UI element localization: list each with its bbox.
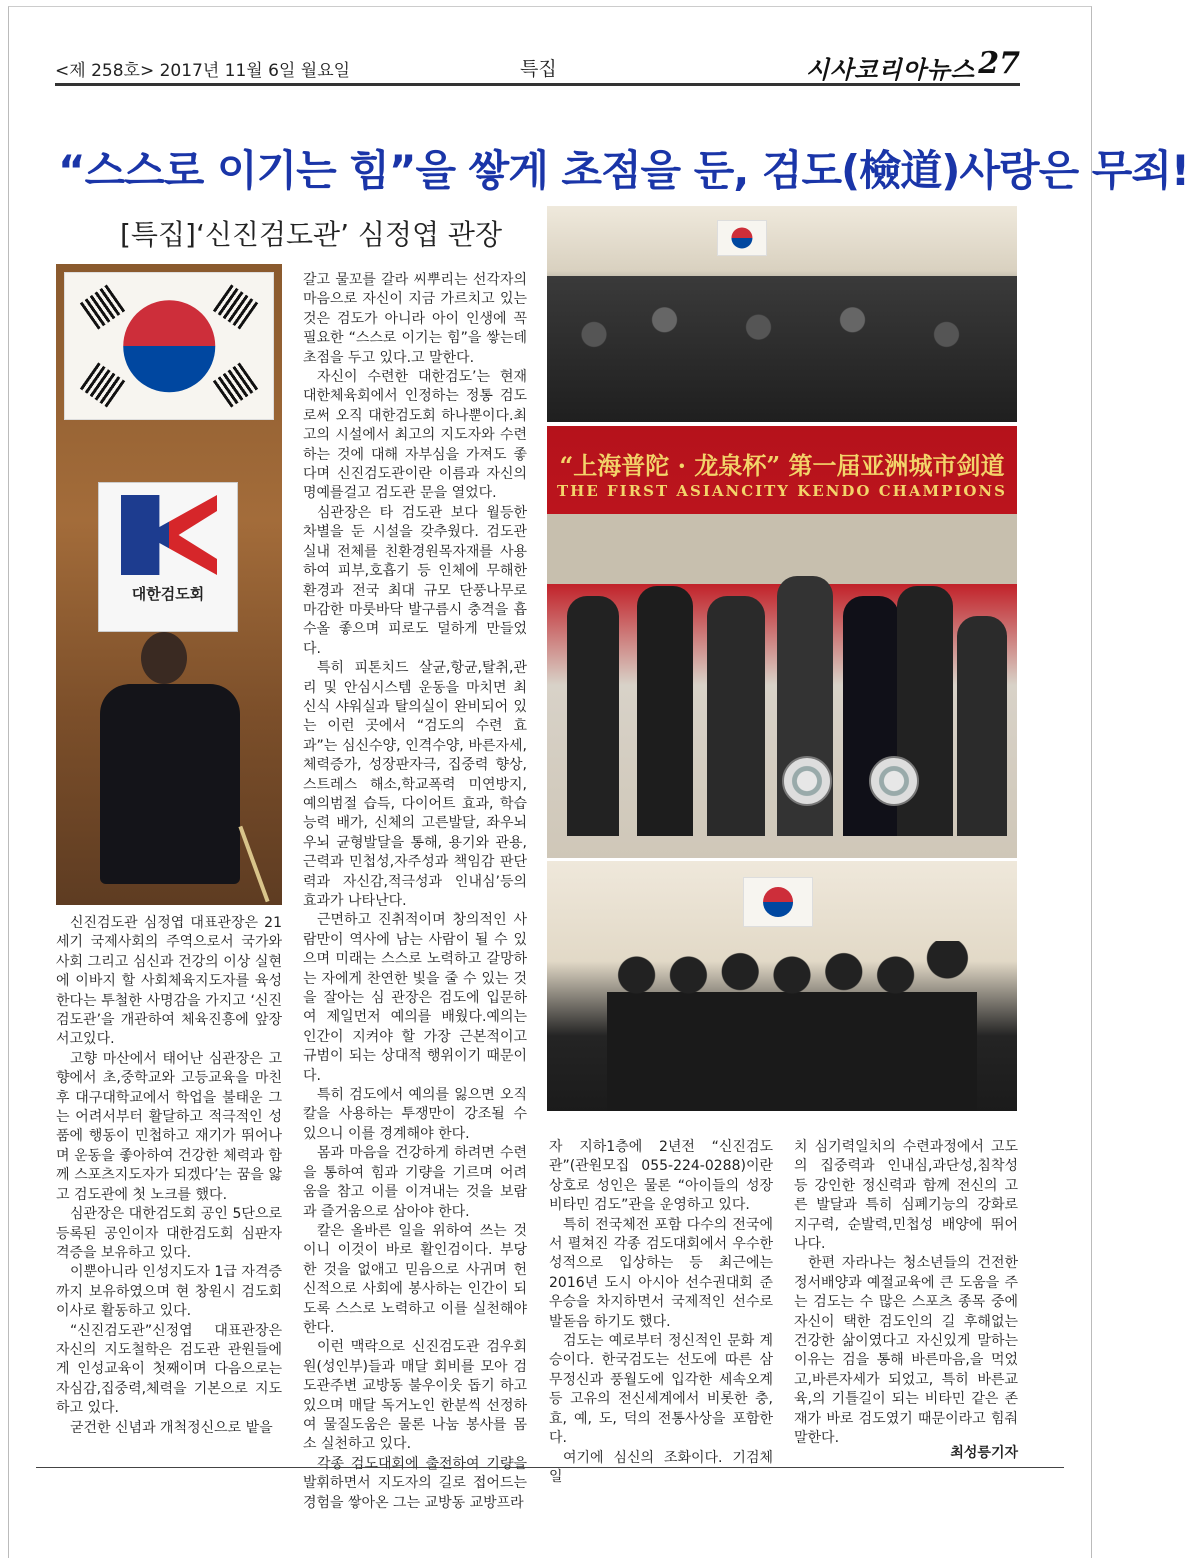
- paragraph: 근면하고 진취적이며 창의적인 사람만이 역사에 남는 사람이 될 수 있으며 미래는 스스로 노력하고 갈망하는 자에게 찬연한 빛을 줄 수 있는 것을 잘아는 심 관장은 검도에 입문하여 제일먼저 예의를 배웠다.예의는 인간이 지켜야 할 가장 근본적이고 규범이 되는 상대적 행위이기 때문이다.: [303, 912, 527, 1084]
- paragraph: 특히 피톤치드 살균,항균,탈취,관리 및 안심시스템 운동을 마치면 최신식 샤워실과 탈의실이 완비되어 있는 이런 곳에서 “검도의 수련 효과”는 심신수양, 인격수양, 바른자세, 체력증가, 성장판자극, 집중력 향상,스트레스 해소,학교폭력 미연방지, 예의범절 습득, 다이어트 효과, 학습능력 배가, 신체의 고른발달, 좌우뇌우뇌 균형발달을 통해, 용기와 관용, 근력과 민첩성,자주성과 책임감 판단력과 자신감,적극성과 인내심’등의 효과가 나타난다.: [303, 660, 527, 909]
- korean-flag-icon: [64, 272, 274, 420]
- photo-kids-class: [547, 861, 1017, 1111]
- paragraph: 한편 자라나는 청소년들의 건전한 정서배양과 예절교육에 큰 도움을 주는 검도는 수 많은 스포츠 종목 중에 자신이 택한 검도인의 길 후해없는 건강한 삶이였다고 자신있게 말하는 이유는 검을 통해 바른마음,을 먹었고,바른자세가 되었고, 특히 바른교육,의 기틀길이 되는 비타민 같은 존재가 바로 검도였기 때문이라고 힘줘 말한다.: [794, 1255, 1018, 1447]
- paragraph: 심관장은 타 검도관 보다 월등한 차별을 둔 시설을 갖추웠다. 검도관 실내 전체를 친환경원목자재를 사용하여 피부,호흡기 등 인체에 무해한 환경과 전국 최대 규모 단풍나무로 마감한 마룻바닥 발구름시 충격을 흡수올 좋으며 피로도 덜하게 만들었다.: [303, 504, 527, 657]
- article-column-4: [794, 1138, 1018, 1447]
- photo-director-portrait: [56, 264, 282, 905]
- shinai-icon: [238, 826, 269, 903]
- trophy-icon: [782, 756, 832, 806]
- article-column-2: [303, 271, 527, 1511]
- korean-flag-icon: [743, 877, 813, 927]
- paragraph: 심관장은 대한검도회 공인 5단으로 등록된 공인이자 대한검도회 심판자격증을 보유하고 있다.: [56, 1206, 282, 1261]
- paragraph: 여기에 심신의 조화이다. 기검체 일: [549, 1449, 773, 1485]
- issue-date: <제 258호> 2017년 11월 6일 월요일: [55, 61, 351, 81]
- paragraph: “신진검도관”신정엽 대표관장은 자신의 지도철학은 검도관 관원들에게 인성교육이 첫째이며 다음으로는 자심감,집중력,체력을 기본으로 지도하고 있다.: [56, 1322, 282, 1417]
- article-column-1: [56, 914, 282, 1514]
- section-label: 특집: [520, 58, 557, 80]
- trophy-icon: [869, 756, 919, 806]
- newspaper-name: 시사코리아뉴스: [805, 56, 975, 84]
- paragraph: 이뿐아니라 인성지도자 1급 자격증까지 보유하였으며 현 창원시 검도회 이사로 활동하고 있다.: [56, 1264, 282, 1320]
- byline: 최성릉기자: [950, 1445, 1018, 1461]
- page-number: 27: [978, 46, 1020, 81]
- paragraph: 고향 마산에서 태어난 심관장은 고향에서 초,중학교와 고등교육을 마친 후 대구대학교에서 학업을 불태운 그는 어려서부터 활달하고 적극적인 성품에 행동이 민첩하고 재기가 뛰어나며 운동을 좋아하여 건강한 체력과 함께 스포츠지도자가 되겠다’는 꿈을 앓고 검도관에 첫 노크를 했다.: [56, 1050, 282, 1203]
- subheadline: [특집]‘신진검도관’ 심정엽 관장: [120, 218, 503, 251]
- paragraph: 특히 검도에서 예의를 잃으면 오직 칼을 사용하는 투쟁만이 강조될 수 있으니 이를 경계해야 한다.: [303, 1087, 527, 1142]
- paragraph: 각종 검도대회에 출전하여 기량을 발휘하면서 지도자의 길로 접어드는 경험을 쌓아온 그는 교방동 교방프라: [303, 1455, 527, 1511]
- kendo-association-logo: [98, 482, 238, 632]
- paragraph: 자 지하1층에 2년전 “신진검도관”(관원모집 055-224-0288)이란 상호로 성인은 물론 “아이들의 성장 비타민 검도”관을 운영하고 있다.: [549, 1139, 773, 1214]
- article-column-3: [549, 1138, 773, 1485]
- paragraph: 굳건한 신념과 개척정신으로 밭을: [70, 1419, 273, 1436]
- photo-championship-award: [547, 426, 1017, 858]
- banner-english: THE FIRST ASIANCITY KENDO CHAMPIONS: [557, 482, 1007, 500]
- korean-flag-icon: [717, 220, 767, 256]
- paragraph: 검도는 예로부터 정신적인 문화 계승이다. 한국검도는 선도에 따른 삼무정신과 풍월도에 입각한 세속오계 등 고유의 전신세계에서 비롯한 충, 효, 예, 도, 덕의 전통사상을 포함한다.: [549, 1333, 773, 1447]
- paragraph: 특히 전국체전 포함 다수의 전국에서 펼쳐진 각종 검도대회에서 우수한 성적으로 입상하는 등 최근에는 2016년 도시 아시아 선수권대회 준우승을 차지하면서 국제적인 선수로 발돋음 하기도 했다.: [549, 1216, 773, 1330]
- paragraph: 몸과 마음을 건강하게 하려면 수련을 통하여 힘과 기량을 기르며 어려움을 참고 이를 이겨내는 것을 보람과 즐거움으로 삼아야 한다.: [303, 1145, 527, 1220]
- kka-mark-icon: [121, 495, 217, 575]
- paragraph: 자신이 수련한 대한검도’는 현재 대한체육회에서 인정하는 정통 검도로써 오직 대한검도회 하나뿐이다.최고의 시설에서 최고의 지도자와 수련 하는 것에 대해 자부심을 가져도 좋다며 신진검도관이란 이름과 자신의 명예를걸고 검도관 문을 열었다.: [303, 369, 527, 502]
- paragraph: 이런 맥락으로 신진검도관 검우회원(성인부)들과 매달 회비를 모아 검도관주변 교방동 불우이웃 돕기 하고 있으며 매달 독거노인 한분씩 선정하여 물질도움은 물론 나눔 봉사를 몸소 실천하고 있다.: [303, 1339, 527, 1453]
- footer-rule: [36, 1467, 1064, 1468]
- banner-chinese: “上海普陀 · 龙泉杯” 第一届亚洲城市剑道: [559, 451, 1005, 480]
- paragraph: 신진검도관 심정엽 대표관장은 21세기 국제사회의 주역으로서 국가와 사회 그리고 심신과 건강의 이상 실현에 이바지 할 사회체육지도자를 육성한다는 투철한 사명감을 가지고 ‘신진검도관’을 개관하여 체육진흥에 앞장서고있다.: [56, 915, 282, 1048]
- paragraph: 칼은 올바른 일을 위하여 쓰는 것이니 이것이 바로 활인검이다. 부당한 것을 없애고 믿음으로 사귀며 헌신적으로 사회에 봉사하는 인간이 되도록 스스로 노력하고 이를 실천해야한다.: [303, 1222, 527, 1336]
- photo-group-members: [547, 206, 1017, 422]
- page-header: [55, 46, 1020, 86]
- headline: “스스로 이기는 힘”을 쌓게 초점을 둔, 검도(檢道)사랑은 무죄!: [58, 146, 1189, 195]
- paragraph: 갈고 물꼬를 갈라 씨뿌리는 선각자의 마음으로 자신이 지금 가르치고 있는 것은 검도가 아니라 아이 인생에 꼭 필요한 “스스로 이기는 힘”을 쌓는데 초점을 두고 있다.고 말한다.: [303, 272, 527, 366]
- paragraph: 치 심기력일치의 수련과정에서 고도의 집중력과 인내심,과단성,침착성 등 강인한 정신력과 함께 전신의 고른 발달과 특히 심폐기능의 강화로 지구력, 순발력,민첩성 배양에 뛰어나다.: [794, 1139, 1018, 1253]
- logo-text: 대한검도회: [131, 585, 205, 603]
